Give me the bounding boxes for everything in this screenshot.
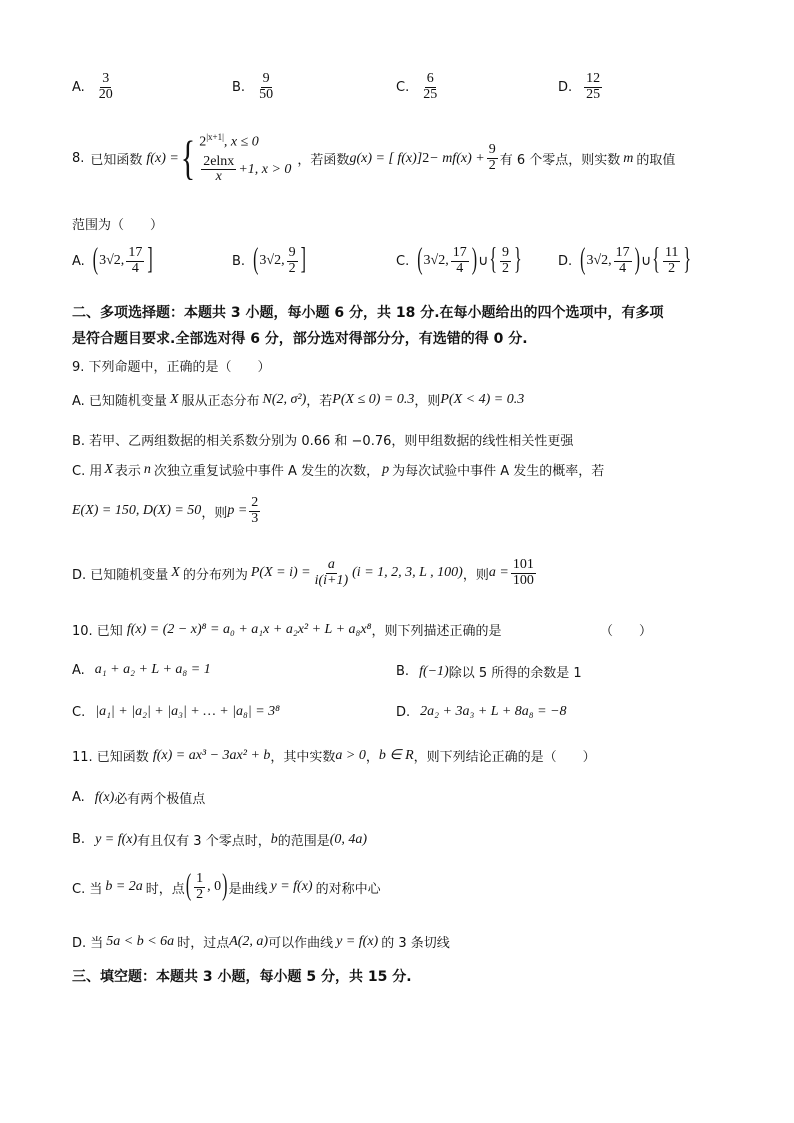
q9-option-a: A. 已知随机变量 X 服从正态分布 N(2, σ²) ，若 P(X ≤ 0) = 0.3 ，则 P(X < 4) = 0.3 [72, 391, 525, 409]
fraction: $\frac{17}{4}$ [452, 245, 467, 276]
fraction: $\frac{a}{i(i+1)}$ [314, 557, 349, 588]
q9-option-b: B. 若甲、乙两组数据的相关系数分别为 0.66 和 −0.76，则甲组数据的线性相关性更强 [72, 434, 574, 449]
fraction: $\frac{9}{50}$ [259, 71, 274, 102]
q11-option-d: D. 当 5a < b < 6a 时，过点 A(2, a) 可以作曲线 y = f(x) 的 3 条切线 [72, 933, 450, 951]
fraction: $\frac{1}{2}$ [196, 871, 204, 902]
q9-option-c-cont: E(X) = 150, D(X) = 50 ，则 p = $\frac{2}{3}$ [72, 495, 259, 526]
q8-stem-cont: 范围为（ ） [72, 218, 164, 233]
q7-option-b: B. $\frac{9}{50}$ [232, 71, 274, 102]
q10-stem: 10. 已知 f(x) = (2 − x)⁸ = a₀ + a₁x + a₂x² + L + a₈x⁸ ，则下列描述正确的是 [72, 621, 502, 639]
left-brace: { [180, 131, 196, 185]
fraction: $\frac{17}{4}$ [128, 245, 143, 276]
fraction: $\frac{6}{25}$ [423, 71, 438, 102]
case-2: $\frac{2elnx}{x}$ +1, x > 0 [203, 153, 292, 185]
q8-option-d: D. ( 3√2, $\frac{17}{4}$ ) ∪ { $\frac{11}{2}$ } [558, 244, 692, 277]
q10-option-b: B. f(−1) 除以 5 所得的余数是 1 [396, 663, 582, 681]
q11-option-b: B. y = f(x) 有且仅有 3 个零点时， b 的范围是 (0, 4a) [72, 831, 368, 849]
fraction: $\frac{9}{2}$ [488, 142, 496, 174]
q10-option-d: D. 2a₂ + 3a₃ + L + 8a₈ = −8 [396, 704, 567, 720]
fraction: $\frac{9}{2}$ [288, 245, 296, 276]
fraction: $\frac{2elnx}{x}$ [203, 153, 235, 185]
q10-option-c: C. |a₁| + |a₂| + |a₃| + … + |a₈| = 3⁸ [72, 704, 281, 720]
q11-option-c: C. 当 b = 2a 时，点 ( $\frac{1}{2}$ , 0 ) 是曲线 y = f(x) 的对称中心 [72, 870, 381, 903]
case-1: $2^{|x+1|}$, x ≤ 0 [199, 132, 259, 150]
section-2-heading-line2: 是符合题目要求.全部选对得 6 分，部分选对得部分分，有选错的得 0 分. [72, 331, 528, 347]
section-3-heading: 三、填空题：本题共 3 小题，每小题 5 分，共 15 分. [72, 969, 412, 985]
q8-stem: 8. 已知函数 f(x) = { $2^{|x+1|}$, x ≤ 0 $\frac{2elnx}{x}$ +1, x > 0 ，若函数 g(x) = [ f(x)] 2 − mf(x) + $\frac{9}{2}$ 有 6 个零点，则实数 m 的取值 [72, 131, 676, 185]
q9-option-d: D. 已知随机变量 X 的分布列为 P(X = i) = $\frac{a}{i(i+1)}$ (i = 1, 2, 3, L , 100) ，则 a = $\frac{101}{100}$ [72, 557, 534, 588]
piecewise-cases [199, 132, 291, 185]
q10-option-a: A. a₁ + a₂ + L + a₈ = 1 [72, 662, 211, 678]
q7-option-a: A. $\frac{3}{20}$ [72, 71, 113, 102]
fraction: $\frac{101}{100}$ [512, 557, 534, 588]
q9-option-c: C. 用 X 表示 n 次独立重复试验中事件 A 发生的次数， p 为每次试验中事件 A 发生的概率，若 [72, 461, 605, 479]
q7-option-d: D. $\frac{12}{25}$ [558, 71, 601, 102]
fraction: $\frac{3}{20}$ [98, 71, 113, 102]
fraction: $\frac{12}{25}$ [586, 71, 601, 102]
fraction: $\frac{2}{3}$ [251, 495, 259, 526]
section-2-heading-line1: 二、多项选择题：本题共 3 小题，每小题 6 分，共 18 分.在每小题给出的四个选项中，有多项 [72, 305, 664, 321]
q11-stem: 11. 已知函数 f(x) = ax³ − 3ax² + b ，其中实数 a > 0 ， b ∈ R ，则下列结论正确的是（ ） [72, 747, 596, 765]
fraction: $\frac{9}{2}$ [502, 245, 509, 276]
q11-option-a: A. f(x) 必有两个极值点 [72, 789, 206, 807]
q7-option-c: C. $\frac{6}{25}$ [396, 71, 438, 102]
q8-option-c: C. ( 3√2, $\frac{17}{4}$ ) ∪ { $\frac{9}{2}$ } [396, 244, 522, 277]
q8-option-b: B. ( 3√2, $\frac{9}{2}$ ] [232, 244, 306, 277]
q10-answer-paren: （ ） [600, 624, 653, 639]
fraction: $\frac{17}{4}$ [615, 245, 630, 276]
q9-stem: 9. 下列命题中，正确的是（ ） [72, 360, 271, 375]
q8-option-a: A. ( 3√2, $\frac{17}{4}$ ] [72, 244, 153, 277]
fraction: $\frac{11}{2}$ [664, 245, 679, 276]
